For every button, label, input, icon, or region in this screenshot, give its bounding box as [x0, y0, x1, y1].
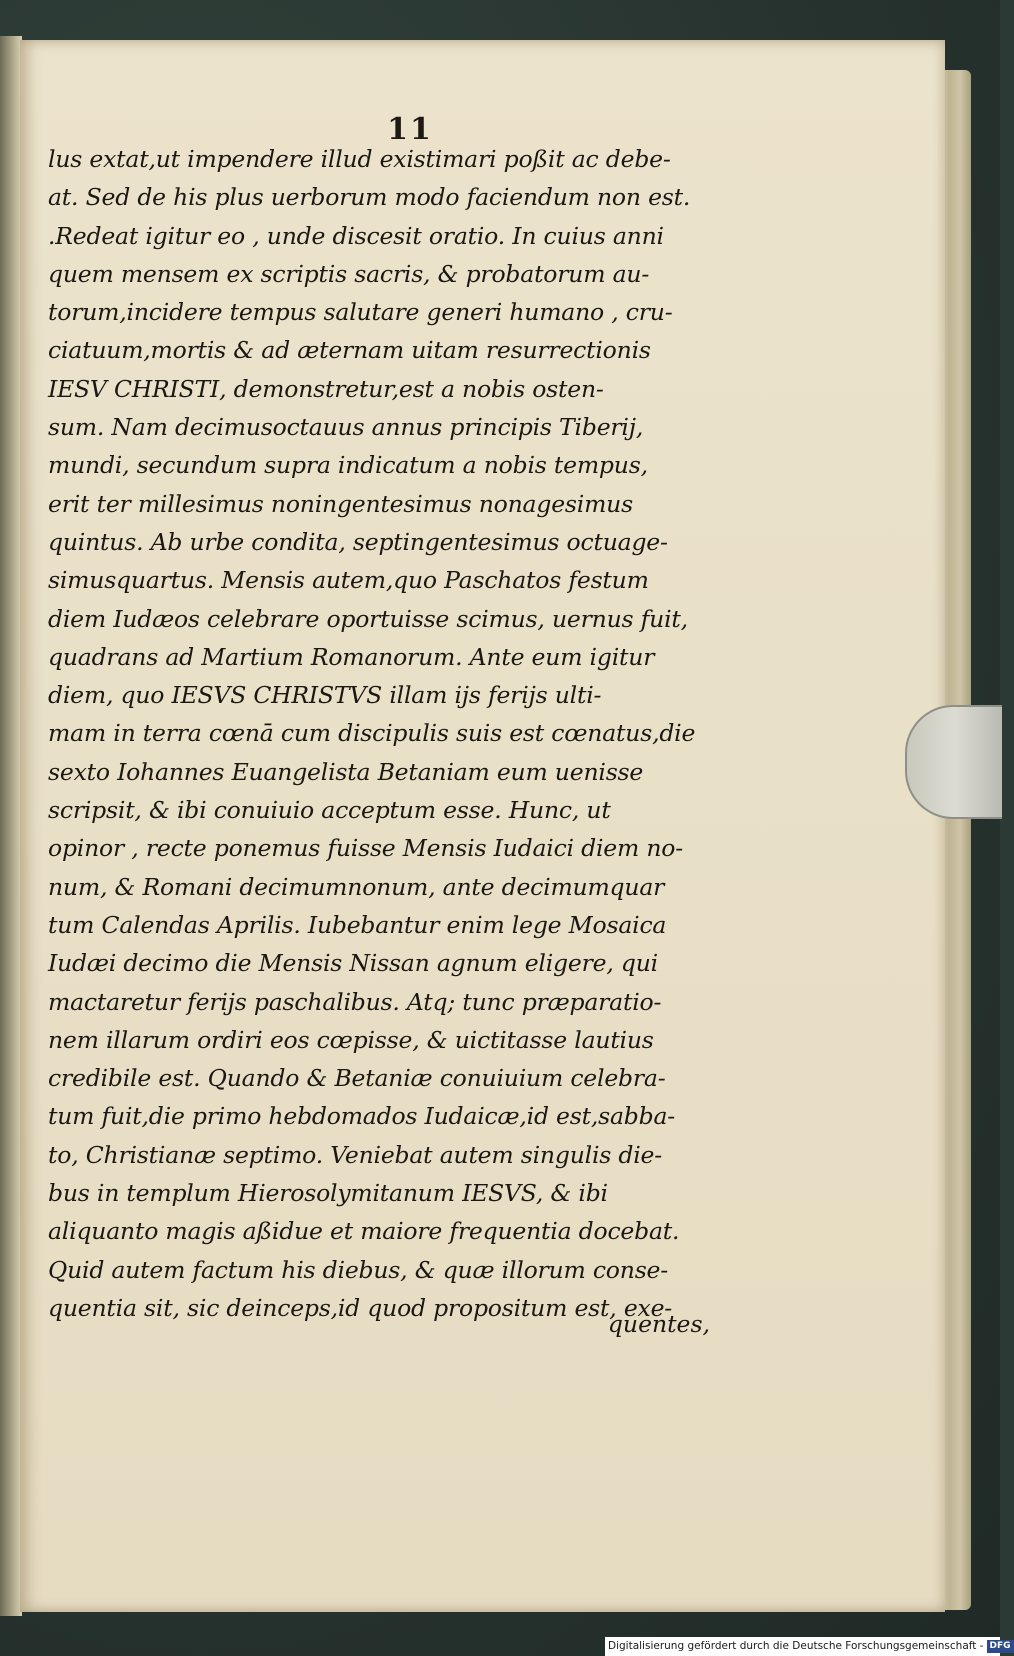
- text-line: IESV CHRISTI, demonstretur,est a nobis osten-: [48, 374, 604, 403]
- text-line: quem mensem ex scriptis sacris, & probatorum au-: [48, 259, 650, 288]
- text-line: ciatuum,mortis & ad æternam uitam resurrectionis: [48, 336, 651, 365]
- digitization-footer: [605, 1637, 1011, 1656]
- text-line: Iudæi decimo die Mensis Nissan agnum eligere, qui: [48, 949, 658, 978]
- text-line: quadrans ad Martium Romanorum. Ante eum igitur: [48, 642, 655, 671]
- text-block: [48, 140, 720, 1327]
- text-line: sexto Iohannes Euangelista Betaniam eum uenisse: [48, 757, 644, 786]
- catchword: quentes,: [607, 1310, 710, 1338]
- footer-credit-text: Digitalisierung gefördert durch die Deutsche Forschungsgemeinschaft -: [608, 1640, 984, 1652]
- text-line: .Redeat igitur eo , unde discesit oratio. In cuius anni: [48, 221, 664, 250]
- text-line: erit ter millesimus noningentesimus nonagesimus: [48, 489, 633, 518]
- book-spine-edge: [0, 36, 22, 1616]
- text-line: sum. Nam decimusoctauus annus principis Tiberij,: [48, 413, 644, 442]
- text-line: mundi, secundum supra indicatum a nobis tempus,: [48, 451, 648, 480]
- text-line: at. Sed de his plus uerborum modo faciendum non est.: [48, 183, 691, 212]
- text-line: credibile est. Quando & Betaniæ conuiuium celebra-: [48, 1064, 666, 1093]
- text-line: tum fuit,die primo hebdomados Iudaicæ,id est,sabba-: [48, 1102, 676, 1131]
- page-number: 11: [387, 112, 433, 147]
- text-line: opinor , recte ponemus fuisse Mensis Iudaici diem no-: [48, 834, 683, 863]
- page-marker-tab: [905, 705, 1002, 819]
- text-line: bus in templum Hierosolymitanum IESVS, & ibi: [48, 1179, 608, 1208]
- text-line: diem Iudæos celebrare oportuisse scimus, uernus fuit,: [48, 604, 688, 633]
- text-line: Quid autem factum his diebus, & quæ illorum conse-: [48, 1255, 669, 1284]
- text-line: aliquanto magis aßidue et maiore frequentia docebat.: [48, 1217, 680, 1246]
- text-line: diem, quo IESVS CHRISTVS illam ijs ferijs ulti-: [48, 681, 602, 710]
- text-line: nem illarum ordiri eos cœpisse, & uictitasse lautius: [48, 1025, 654, 1054]
- dfg-logo: DFG: [987, 1640, 1014, 1653]
- text-line: mactaretur ferijs paschalibus. Atq; tunc præparatio-: [48, 987, 662, 1016]
- text-line: torum,incidere tempus salutare generi humano , cru-: [48, 298, 673, 327]
- text-line: scripsit, & ibi conuiuio acceptum esse. Hunc, ut: [48, 796, 611, 825]
- text-line: simusquartus. Mensis autem,quo Paschatos festum: [48, 566, 649, 595]
- text-line: quintus. Ab urbe condita, septingentesimus octuage-: [48, 527, 668, 556]
- text-line: quentia sit, sic deinceps,id quod propositum est, exe-: [48, 1293, 673, 1322]
- text-line: mam in terra cœnā cum discipulis suis est cœnatus,die: [48, 719, 696, 748]
- text-line: num, & Romani decimumnonum, ante decimumquar: [48, 872, 665, 901]
- text-line: tum Calendas Aprilis. Iubebantur enim lege Mosaica: [48, 910, 667, 939]
- text-line: to, Christianæ septimo. Veniebat autem singulis die-: [48, 1140, 663, 1169]
- text-line: lus extat,ut impendere illud existimari poßit ac debe-: [48, 145, 671, 173]
